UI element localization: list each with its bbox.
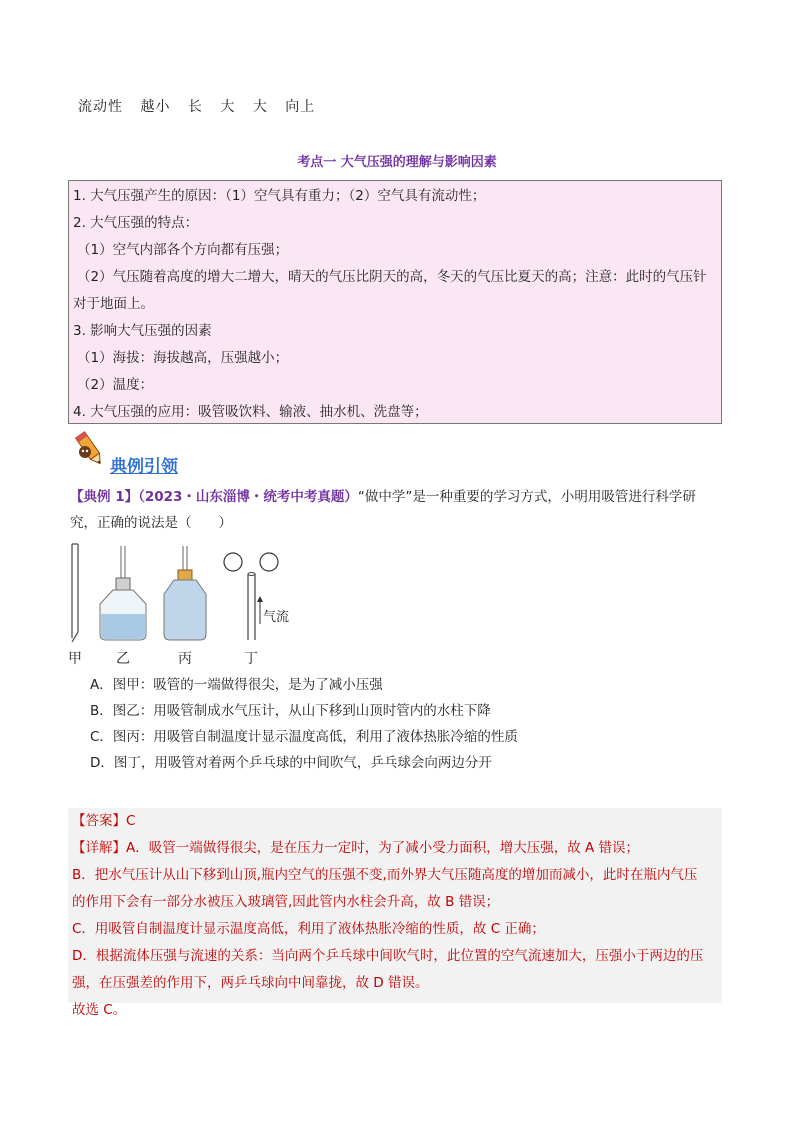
figure-label: 甲	[68, 651, 82, 667]
option-c: C．图丙：用吸管自制温度计显示温度高低，利用了液体热胀冷缩的性质	[90, 729, 518, 745]
example-title: 典例引领	[110, 457, 178, 477]
question-text: 究，正确的说法是（ ）	[70, 515, 232, 531]
balls-ding	[224, 553, 278, 640]
answer-label: 【答案】	[72, 813, 126, 829]
detail-line: 强，在压强差的作用下，两乒乓球向中间靠拢，故 D 错误。	[72, 975, 429, 991]
box-line: 2. 大气压强的特点：	[73, 215, 199, 231]
detail-line	[72, 835, 722, 862]
answer-word: 长	[187, 99, 203, 115]
answer-line	[72, 808, 722, 835]
detail-line: D．根据流体压强与流速的关系：当向两个乒乓球中间吹气时，此位置的空气流速加大，压强小于两边的压	[72, 948, 704, 964]
figure-label: 乙	[116, 651, 130, 667]
option-b: B．图乙：用吸管制成水气压计，从山下移到山顶时管内的水柱下降	[90, 703, 491, 719]
answer-word: 越小	[140, 99, 171, 115]
option-d: D．图丁，用吸管对着两个乒乓球的中间吹气，乒乓球会向两边分开	[90, 755, 492, 771]
straw-jia	[72, 544, 78, 642]
answer-value: C	[126, 813, 136, 829]
figure-label: 丁	[244, 651, 258, 667]
box-line: （2）温度：	[77, 377, 154, 393]
option-a: A．图甲：吸管的一端做得很尖，是为了减小压强	[90, 677, 383, 693]
box-line: （1）空气内部各个方向都有压强；	[77, 242, 289, 258]
box-line: （2）气压随着高度的增大二增大，晴天的气压比阴天的高，冬天的气压比夏天的高；注意：此时的气压针	[77, 269, 707, 285]
answer-word: 大	[220, 99, 236, 115]
experiment-figure	[66, 542, 306, 668]
detail-line: 故选 C。	[72, 1002, 127, 1018]
question-tag: 【典例 1】（2023・山东淄博・统考中考真题）	[70, 489, 358, 505]
answer-word: 大	[252, 99, 268, 115]
detail-line: 的作用下会有一部分水被压入玻璃管,因此管内水柱会升高，故 B 错误；	[72, 894, 500, 910]
section-title: 考点一 大气压强的理解与影响因素	[297, 155, 497, 170]
question-text: “做中学”是一种重要的学习方式，小明用吸管进行科学研	[357, 489, 696, 505]
detail-label: 【详解】	[72, 840, 126, 856]
options	[90, 672, 518, 776]
box-line: （1）海拔：海拔越高，压强越小；	[77, 350, 289, 366]
detail-text: A．吸管一端做得很尖，是在压力一定时，为了减小受力面积，增大压强，故 A 错误；	[126, 840, 640, 856]
answer-section	[72, 808, 722, 1024]
answer-word: 流动性	[78, 99, 123, 115]
pencil-mascot-icon	[70, 430, 110, 470]
answer-word: 向上	[285, 99, 316, 115]
figure-label: 丙	[178, 651, 192, 667]
knowledge-box	[68, 180, 722, 424]
box-line: 1. 大气压强产生的原因：（1）空气具有重力；（2）空气具有流动性；	[73, 188, 486, 204]
box-line: 对于地面上。	[73, 296, 154, 312]
question	[70, 484, 722, 536]
detail-line: B．把水气压计从山下移到山顶,瓶内空气的压强不变,而外界大气压随高度的增加而减小，此时在瓶内气压	[72, 867, 698, 883]
box-line: 3. 影响大气压强的因素	[73, 323, 212, 339]
box-line: 4. 大气压强的应用：吸管吸饮料、输液、抽水机、洗盘等；	[73, 404, 428, 420]
answer-words	[78, 96, 327, 116]
bottle-yi	[100, 546, 146, 640]
detail-line: C．用吸管自制温度计显示温度高低，利用了液体热胀冷缩的性质，故 C 正确；	[72, 921, 545, 937]
bottle-bing	[164, 546, 206, 640]
airflow-label: 气流	[263, 610, 290, 625]
